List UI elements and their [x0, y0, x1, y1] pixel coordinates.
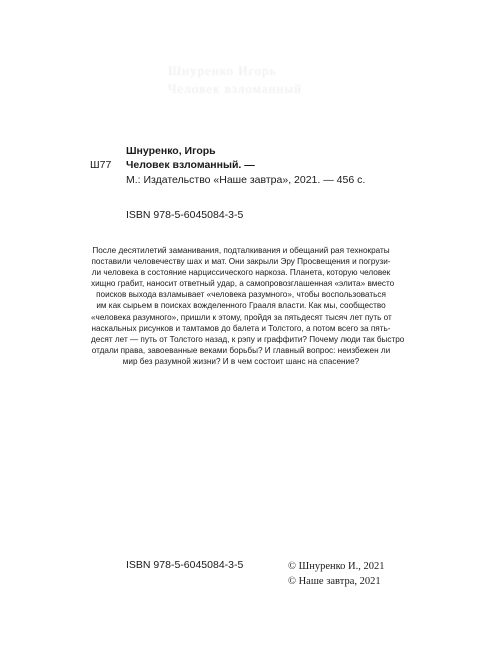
abstract-line: им как сырьем в поисках вожделенного Грааля власти. Как мы, сообщество	[96, 301, 386, 311]
abstract-line: поисков выхода взламывает «человека разумного», чтобы воспользоваться	[96, 290, 386, 300]
footer-isbn: ISBN 978-5-6045084-3-5	[126, 559, 244, 571]
catalog-code: Ш77	[90, 159, 112, 171]
copyright-author: © Шнуренко И., 2021	[288, 561, 385, 572]
abstract-line: мир без разумной жизни? И в чем состоит шанс на спасение?	[122, 356, 360, 366]
abstract-line: отдали права, завоеванные веками борьбы? И главный вопрос: неизбежен ли	[91, 345, 391, 355]
abstract-line: наскальных рисунков и тамтамов до балета и Толстого, а потом всего за пять-	[91, 323, 391, 333]
abstract	[91, 245, 405, 367]
abstract-line: После десятилетий заманивания, подталкивания и обещаний рая технократы	[92, 246, 390, 255]
copyright-block	[288, 559, 385, 589]
abstract-line: «человека разумного», пришли к этому, пройдя за пятьдесят тысяч лет путь от	[91, 312, 392, 322]
abstract-line: ли человека в состояние нарциссического наркоза. Планета, которую человек	[91, 268, 391, 278]
catalog-isbn: ISBN 978-5-6045084-3-5	[126, 209, 244, 221]
catalog-title: Человек взломанный. —	[126, 159, 255, 171]
bleed-through-text	[168, 62, 318, 98]
abstract-line: поставили человечеству шах и мат. Они закрыли Эру Просвещения и погрузи-	[91, 257, 391, 267]
bleed-through-line: Человек взломанный	[168, 81, 303, 96]
catalog-imprint: М.: Издательство «Наше завтра», 2021. — 456 с.	[126, 174, 366, 186]
catalog-author: Шнуренко, Игорь	[126, 145, 216, 157]
copyright-publisher: © Наше завтра, 2021	[288, 576, 381, 587]
bleed-through-line: Шнуренко Игорь	[168, 63, 277, 78]
abstract-line: хищно грабит, наносит ответный удар, а самопровозглашенная «элита» вместо	[91, 279, 395, 289]
abstract-line: десят лет — путь от Толстого назад, к рэпу и граффити? Почему люди так быстро	[91, 334, 405, 344]
